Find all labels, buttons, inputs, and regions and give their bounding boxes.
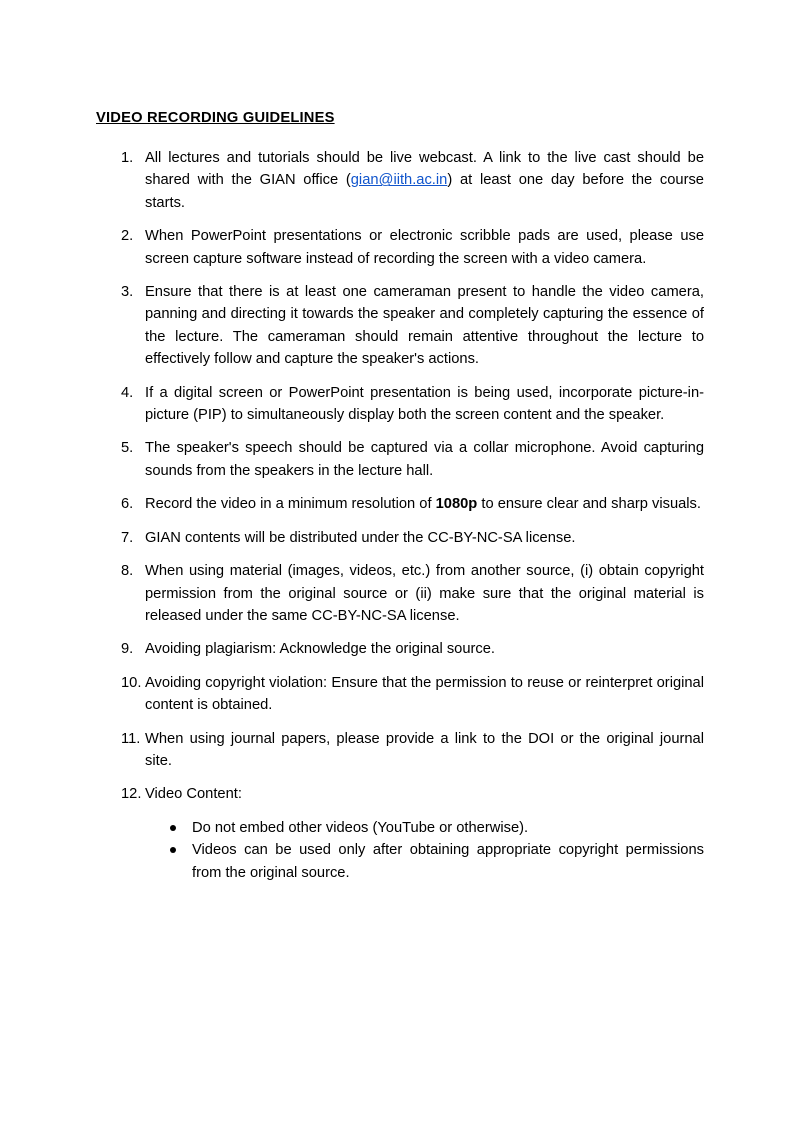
list-item-text <box>145 493 704 515</box>
bullet-text: Do not embed other videos (YouTube or otherwise). <box>192 819 529 836</box>
gian-email-link[interactable]: gian@iith.ac.in <box>350 172 448 189</box>
list-item <box>96 638 704 660</box>
item1-text-after-link: ) at least one day before the course starts. <box>145 172 704 211</box>
bullet-marker <box>170 839 192 884</box>
list-item <box>96 437 704 482</box>
list-item-text: When using journal papers, please provide a link to the DOI or the original journal site. <box>145 730 704 769</box>
list-item-number: 3. <box>121 284 134 301</box>
list-item-text: Avoiding copyright violation: Ensure that the permission to reuse or reinterpret original content is obtained. <box>145 674 704 714</box>
list-item-number: 6. <box>121 496 134 513</box>
list-item-number: 2. <box>121 228 134 245</box>
list-item-number: 8. <box>121 563 134 580</box>
list-item-number: 1. <box>121 150 134 166</box>
list-item-text: If a digital screen or PowerPoint presentation is being used, incorporate picture-in-picture (PIP) to simultaneously display both the screen content and the speaker. <box>145 384 704 424</box>
document-content <box>96 107 704 884</box>
list-item-number: 5. <box>121 440 134 457</box>
bullet-icon <box>170 847 176 853</box>
list-item <box>96 147 704 214</box>
list-item <box>96 672 704 717</box>
bullet-marker <box>170 817 192 839</box>
list-item-number: 9. <box>121 641 134 658</box>
list-item <box>96 281 704 371</box>
list-item-text: When using material (images, videos, etc.) from another source, (i) obtain copyright permission from the original source or (ii) make sure that the original material is released under the same CC-BY-NC-SA license. <box>145 563 704 624</box>
list-item-number: 7. <box>121 529 134 546</box>
list-item-number: 11. <box>121 730 141 747</box>
list-item <box>96 839 704 884</box>
list-item-number: 12. <box>121 786 142 803</box>
list-item <box>96 225 704 270</box>
list-item-number: 10. <box>121 674 142 691</box>
list-item-text: Avoiding plagiarism: Acknowledge the original source. <box>145 641 495 658</box>
list-item <box>96 382 704 427</box>
list-item <box>96 728 704 773</box>
guidelines-numbered-list <box>96 147 704 806</box>
bullet-text: Videos can be used only after obtaining appropriate copyright permissions from the original source. <box>192 842 704 881</box>
list-item-text: GIAN contents will be distributed under the CC-BY-NC-SA license. <box>145 529 576 546</box>
list-item-text: Video Content: <box>145 786 242 803</box>
resolution-value: 1080p <box>435 496 478 513</box>
bullet-icon <box>170 825 176 831</box>
item6-text-after-bold: to ensure clear and sharp visuals. <box>477 496 701 513</box>
list-item <box>96 493 704 515</box>
list-item-text: The speaker's speech should be captured via a collar microphone. Avoid capturing sounds from the speakers in the lecture hall. <box>145 440 704 479</box>
list-item-text <box>145 147 704 214</box>
item6-text-before-bold: Record the video in a minimum resolution of <box>145 496 436 513</box>
list-item-text: When PowerPoint presentations or electronic scribble pads are used, please use screen capture software instead of recording the screen with a video camera. <box>145 228 704 267</box>
item1-text-before-link: All lectures and tutorials should be live webcast. A link to the live cast should be shared with the GIAN office ( <box>145 150 704 189</box>
list-item <box>96 560 704 627</box>
video-content-bullet-list <box>96 817 704 884</box>
list-item-number: 4. <box>121 384 134 401</box>
page-title: VIDEO RECORDING GUIDELINES <box>96 110 335 126</box>
list-item <box>96 817 704 839</box>
list-item-text: Ensure that there is at least one cameraman present to handle the video camera, panning and directing it towards the speaker and completely capturing the essence of the lecture. The cameraman should remain attentive throughout the lecture to effectively follow and capture the speaker's actions. <box>145 284 704 368</box>
list-item <box>96 783 704 805</box>
list-item <box>96 527 704 549</box>
